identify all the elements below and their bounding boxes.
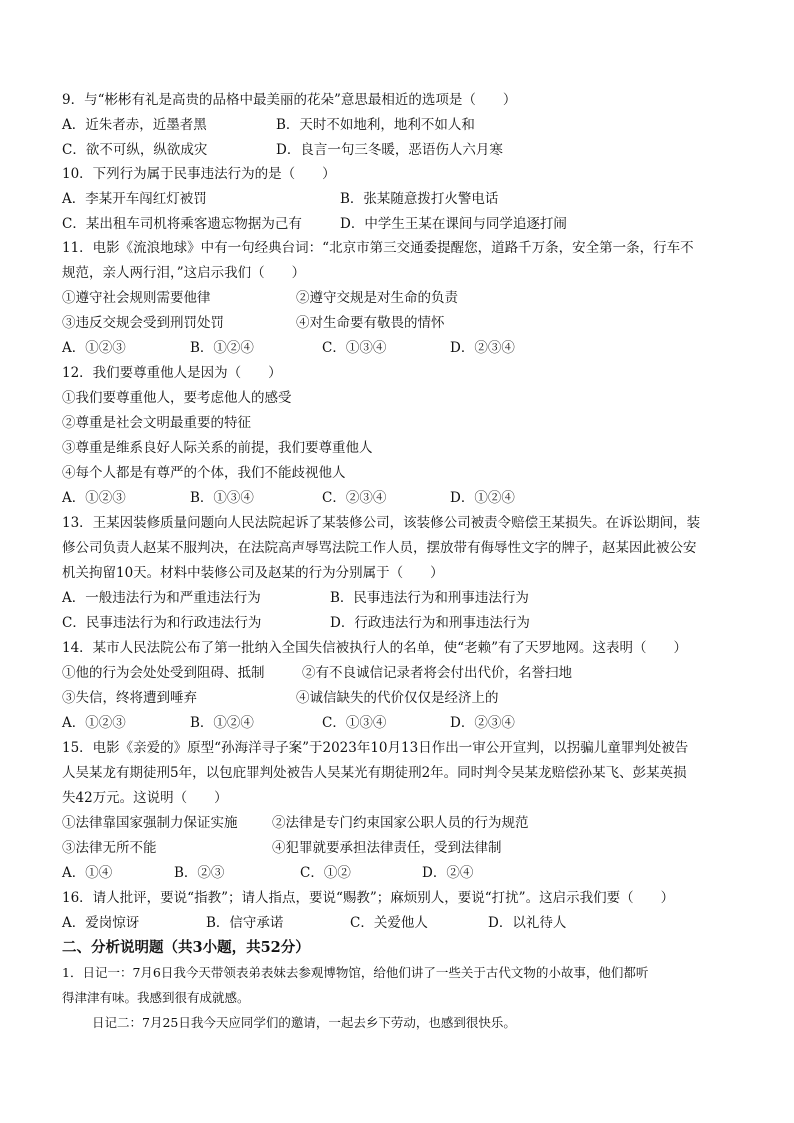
q12-item-2: ②尊重是社会文明最重要的特征 bbox=[62, 415, 251, 431]
q16-option-d[interactable]: D．以礼待人 bbox=[488, 915, 567, 931]
q11-option-d[interactable]: D．②③④ bbox=[450, 340, 515, 356]
q10-option-a[interactable]: A．李某开车闯红灯被罚 bbox=[62, 191, 207, 207]
q15-item-1: ①法律靠国家强制力保证实施 bbox=[62, 815, 238, 831]
q16-option-b[interactable]: B．信守承诺 bbox=[206, 915, 284, 931]
q13-stem-line1: 13．王某因装修质量问题向人民法院起诉了某装修公司，该装修公司被责令赔偿王某损失。在诉讼期间，装 bbox=[62, 515, 701, 531]
q13-option-a[interactable]: A．一般违法行为和严重违法行为 bbox=[62, 590, 261, 606]
q12-option-d[interactable]: D．①②④ bbox=[450, 490, 515, 506]
q9-option-c[interactable]: C．欲不可纵，纵欲成灾 bbox=[62, 142, 208, 158]
q12-option-c[interactable]: C．②③④ bbox=[322, 490, 387, 506]
q12-option-b[interactable]: B．①③④ bbox=[190, 490, 254, 506]
q12-item-1: ①我们要尊重他人，要考虑他人的感受 bbox=[62, 390, 292, 406]
q12-stem: 12．我们要尊重他人是因为（ ） bbox=[62, 365, 282, 381]
q15-item-2: ②法律是专门约束国家公职人员的行为规范 bbox=[272, 815, 529, 831]
q11-item-2: ②遵守交规是对生命的负责 bbox=[296, 290, 458, 306]
q13-option-b[interactable]: B．民事违法行为和刑事违法行为 bbox=[330, 590, 529, 606]
q13-option-d[interactable]: D．行政违法行为和刑事违法行为 bbox=[330, 615, 530, 631]
q15-stem-line2: 人吴某龙有期徒刑5年，以包庇罪判处被告人吴某光有期徒刑2年。同时判令吴某龙赔偿孙某飞、彭某英损 bbox=[62, 765, 687, 781]
q15-stem-line3: 失42万元。这说明（ ） bbox=[62, 790, 228, 806]
q9-option-a[interactable]: A．近朱者赤，近墨者黑 bbox=[62, 117, 207, 133]
q14-item-4: ④诚信缺失的代价仅仅是经济上的 bbox=[296, 690, 499, 706]
q12-item-4: ④每个人都是有尊严的个体，我们不能歧视他人 bbox=[62, 465, 346, 481]
q9-option-d[interactable]: D．良言一句三冬暖，恶语伤人六月寒 bbox=[276, 142, 503, 158]
section2-q1-line1: 1．日记一：7月6日我今天带领表弟表妹去参观博物馆，给他们讲了一些关于古代文物的小故事，他们都听 bbox=[62, 965, 649, 980]
q11-option-c[interactable]: C．①③④ bbox=[322, 340, 387, 356]
q16-option-a[interactable]: A．爱岗惊讶 bbox=[62, 915, 140, 931]
q11-stem-line2: 规范，亲人两行泪，”这启示我们（ ） bbox=[62, 265, 306, 281]
q15-option-c[interactable]: C．①② bbox=[300, 865, 351, 881]
q12-item-3: ③尊重是维系良好人际关系的前提，我们要尊重他人 bbox=[62, 440, 373, 456]
q14-option-d[interactable]: D．②③④ bbox=[450, 715, 515, 731]
q12-option-a[interactable]: A．①②③ bbox=[62, 490, 126, 506]
q11-option-a[interactable]: A．①②③ bbox=[62, 340, 126, 356]
q10-option-c[interactable]: C．某出租车司机将乘客遗忘物据为己有 bbox=[62, 216, 302, 232]
q15-option-a[interactable]: A．①④ bbox=[62, 865, 113, 881]
q15-item-4: ④犯罪就要承担法律责任，受到法律制 bbox=[272, 840, 502, 856]
q14-stem: 14．某市人民法院公布了第一批纳入全国失信被执行人的名单，使“老赖”有了天罗地网。这表明（ ） bbox=[62, 640, 687, 656]
q14-option-c[interactable]: C．①③④ bbox=[322, 715, 387, 731]
q13-option-c[interactable]: C．民事违法行为和行政违法行为 bbox=[62, 615, 262, 631]
q13-stem-line2: 修公司负责人赵某不服判决，在法院高声辱骂法院工作人员，摆放带有侮辱性文字的牌子，赵某因此被公安 bbox=[62, 540, 697, 556]
q11-stem-line1: 11．电影《流浪地球》中有一句经典台词：“北京市第三交通委提醒您，道路千万条，安全第一条，行车不 bbox=[62, 240, 694, 256]
q11-option-b[interactable]: B．①②④ bbox=[190, 340, 254, 356]
q14-item-1: ①他的行为会处处受到阻碍、抵制 bbox=[62, 665, 265, 681]
q13-stem-line3: 机关拘留10天。材料中装修公司及赵某的行为分别属于（ ） bbox=[62, 565, 444, 581]
q11-item-4: ④对生命要有敬畏的情怀 bbox=[296, 315, 445, 331]
q9-option-b[interactable]: B．天时不如地利，地利不如人和 bbox=[276, 117, 475, 133]
q16-option-c[interactable]: C．关爱他人 bbox=[350, 915, 428, 931]
q14-option-b[interactable]: B．①②④ bbox=[190, 715, 254, 731]
q9-stem: 9．与“彬彬有礼是高贵的品格中最美丽的花朵”意思最相近的选项是（ ） bbox=[62, 92, 517, 108]
q10-option-b[interactable]: B．张某随意拨打火警电话 bbox=[340, 191, 499, 207]
q11-item-1: ①遵守社会规则需要他律 bbox=[62, 290, 211, 306]
q10-option-d[interactable]: D．中学生王某在课间与同学追逐打闹 bbox=[340, 216, 567, 232]
q15-option-b[interactable]: B．②③ bbox=[174, 865, 225, 881]
q15-option-d[interactable]: D．②④ bbox=[422, 865, 474, 881]
section2-q1-line2: 得津津有味。我感到很有成就感。 bbox=[62, 990, 250, 1005]
q10-stem: 10．下列行为属于民事违法行为的是（ ） bbox=[62, 166, 336, 182]
section2-heading: 二、分析说明题（共3小题，共52分） bbox=[62, 939, 310, 956]
q14-item-3: ③失信，终将遭到唾弃 bbox=[62, 690, 197, 706]
q15-item-3: ③法律无所不能 bbox=[62, 840, 157, 856]
q14-item-2: ②有不良诚信记录者将会付出代价，名誉扫地 bbox=[302, 665, 572, 681]
q15-stem-line1: 15．电影《亲爱的》原型“孙海洋寻子案”于2023年10月13日作出一审公开宣判，以拐骗儿童罪判处被告 bbox=[62, 740, 689, 756]
q16-stem: 16．请人批评，要说“指教”；请人指点，要说“赐教”；麻烦别人，要说“打扰”。这启示我们要（ ） bbox=[62, 890, 675, 906]
q11-item-3: ③违反交规会受到刑罚处罚 bbox=[62, 315, 224, 331]
q14-option-a[interactable]: A．①②③ bbox=[62, 715, 126, 731]
section2-q1-line3: 日记二：7月25日我今天应同学们的邀请，一起去乡下劳动，也感到很快乐。 bbox=[92, 1015, 516, 1030]
